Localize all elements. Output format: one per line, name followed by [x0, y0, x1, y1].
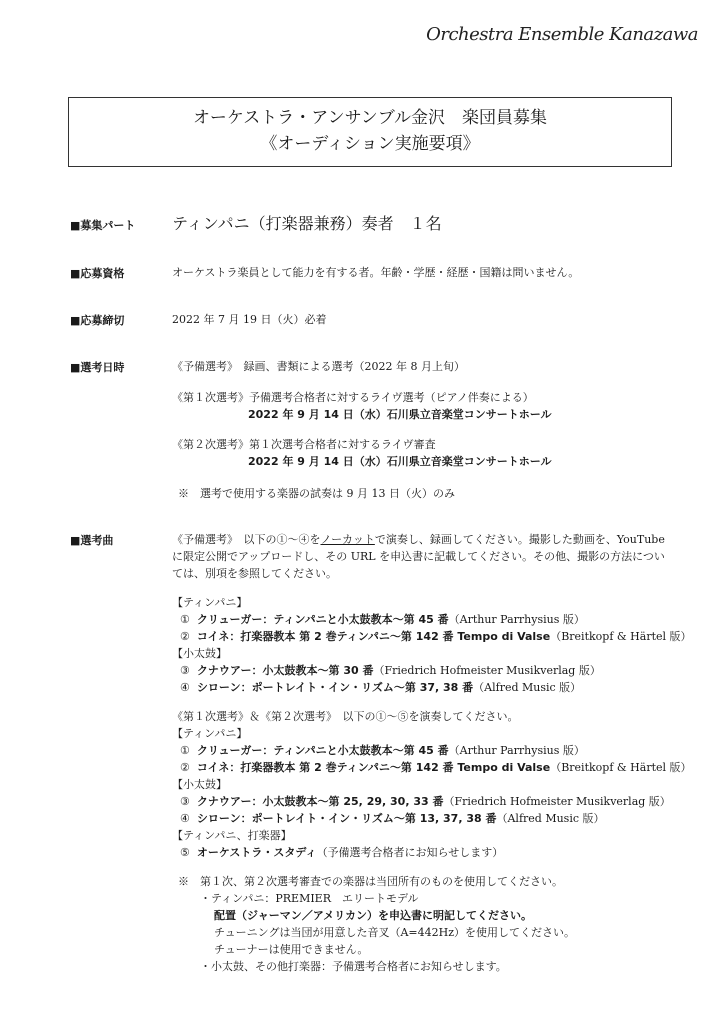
piece-title: コイネ：打楽器教本 第 2 巻ティンパニ～第 142 番 Tempo di Valse — [196, 630, 551, 643]
note-timpani-model: ・ティンパニ：PREMIER エリートモデル — [200, 892, 419, 905]
piece-item — [180, 742, 585, 758]
piece-number: ③ — [180, 664, 190, 677]
schedule-label: ■選考日時 — [70, 361, 125, 374]
note-snare-other: ・小太鼓、その他打楽器：予備選考合格者にお知らせします。 — [200, 960, 507, 973]
piece-publisher: （Breitkopf & Härtel 版） — [550, 761, 692, 774]
piece-publisher: （Arthur Parrhysius 版） — [448, 744, 585, 757]
piece-number: ⑤ — [180, 846, 190, 859]
live-intro: 《第１次選考》＆《第２次選考》 以下の①～⑤を演奏してください。 — [172, 710, 519, 723]
title-box — [68, 97, 672, 167]
title-line-2: 《オーディション実施要項》 — [260, 134, 480, 154]
piece-number: ① — [180, 744, 190, 757]
piece-title: クリューガー：ティンパニと小太鼓教本～第 45 番 — [196, 744, 449, 757]
prelim-intro — [172, 531, 665, 547]
piece-publisher: （Friedrich Hofmeister Musikverlag 版） — [373, 664, 601, 677]
prelim-intro-b: で演奏し、録画してください。撮影した動画を、YouTube — [374, 533, 665, 546]
schedule-note: ※ 選考で使用する楽器の試奏は 9 月 13 日（火）のみ — [178, 487, 455, 500]
live-group-heading: 【小太鼓】 — [172, 778, 227, 791]
piece-title: シローン：ポートレイト・イン・リズム～第 37, 38 番 — [196, 681, 474, 694]
piece-publisher: （Alfred Music 版） — [473, 681, 582, 694]
piece-number: ④ — [180, 812, 190, 825]
note-instruments: ※ 第１次、第２次選考審査での楽器は当団所有のものを使用してください。 — [178, 875, 563, 888]
schedule-second-date: 2022 年 9 月 14 日（水）石川県立音楽堂コンサートホール — [248, 455, 552, 468]
piece-number: ③ — [180, 795, 190, 808]
prelim-line-2: に限定公開でアップロードし、その URL を申込書に記載してください。その他、撮影の方法につい — [172, 550, 665, 563]
qualification-value: オーケストラ楽員として能力を有する者。年齢・学歴・経歴・国籍は問いません。 — [172, 266, 580, 279]
title-line-1: オーケストラ・アンサンブル金沢 楽団員募集 — [192, 108, 548, 128]
live-group-heading: 【ティンパニ、打楽器】 — [172, 829, 292, 842]
prelim-line-3: ては、別項を参照してください。 — [172, 567, 337, 580]
piece-title: オーケストラ・スタディ — [196, 846, 317, 859]
piece-publisher: （Friedrich Hofmeister Musikverlag 版） — [443, 795, 671, 808]
piece-item — [180, 810, 605, 826]
piece-title: クリューガー：ティンパニと小太鼓教本～第 45 番 — [196, 613, 449, 626]
piece-number: ④ — [180, 681, 190, 694]
piece-title: コイネ：打楽器教本 第 2 巻ティンパニ～第 142 番 Tempo di Valse — [196, 761, 551, 774]
pieces-label: ■選考曲 — [70, 534, 114, 547]
schedule-first-date: 2022 年 9 月 14 日（水）石川県立音楽堂コンサートホール — [248, 408, 552, 421]
piece-item — [180, 844, 503, 860]
piece-item — [180, 793, 671, 809]
note-arrangement: 配置（ジャーマン／アメリカン）を申込書に明記してください。 — [214, 909, 533, 922]
piece-number: ② — [180, 630, 190, 643]
piece-title: シローン：ポートレイト・イン・リズム～第 13, 37, 38 番 — [196, 812, 497, 825]
note-tuner: チューナーは使用できません。 — [214, 943, 369, 956]
piece-publisher: （Alfred Music 版） — [496, 812, 605, 825]
qualification-label: ■応募資格 — [70, 267, 125, 280]
note-tuning: チューニングは当団が用意した音叉（A=442Hz）を使用してください。 — [214, 926, 575, 939]
piece-item — [180, 628, 692, 644]
piece-number: ② — [180, 761, 190, 774]
part-value: ティンパニ（打楽器兼務）奏者 １名 — [172, 214, 442, 233]
piece-number: ① — [180, 613, 190, 626]
deadline-value: 2022 年 7 月 19 日（火）必着 — [172, 313, 327, 326]
prelim-intro-a: 《予備選考》 以下の①～④を — [172, 533, 321, 546]
orchestra-logo: Orchestra Ensemble Kanazawa — [426, 24, 698, 45]
piece-publisher: （予備選考合格者にお知らせします） — [316, 846, 504, 859]
schedule-second: 《第２次選考》第１次選考合格者に対するライヴ審査 — [172, 438, 436, 451]
prelim-group-heading: 【小太鼓】 — [172, 647, 227, 660]
prelim-group-heading: 【ティンパニ】 — [172, 596, 248, 609]
piece-item — [180, 759, 692, 775]
schedule-first: 《第１次選考》予備選考合格者に対するライヴ選考（ピアノ伴奏による） — [172, 391, 534, 404]
prelim-intro-nocut: ノーカット — [320, 533, 375, 546]
piece-publisher: （Breitkopf & Härtel 版） — [550, 630, 692, 643]
piece-title: クナウアー：小太鼓教本～第 30 番 — [196, 664, 374, 677]
live-group-heading: 【ティンパニ】 — [172, 727, 248, 740]
part-label: ■募集パート — [70, 219, 136, 232]
piece-title: クナウアー：小太鼓教本～第 25, 29, 30, 33 番 — [196, 795, 444, 808]
piece-item — [180, 611, 585, 627]
schedule-prelim: 《予備選考》 録画、書類による選考（2022 年 8 月上旬） — [172, 360, 465, 373]
deadline-label: ■応募締切 — [70, 314, 125, 327]
piece-publisher: （Arthur Parrhysius 版） — [448, 613, 585, 626]
piece-item — [180, 662, 601, 678]
piece-item — [180, 679, 581, 695]
